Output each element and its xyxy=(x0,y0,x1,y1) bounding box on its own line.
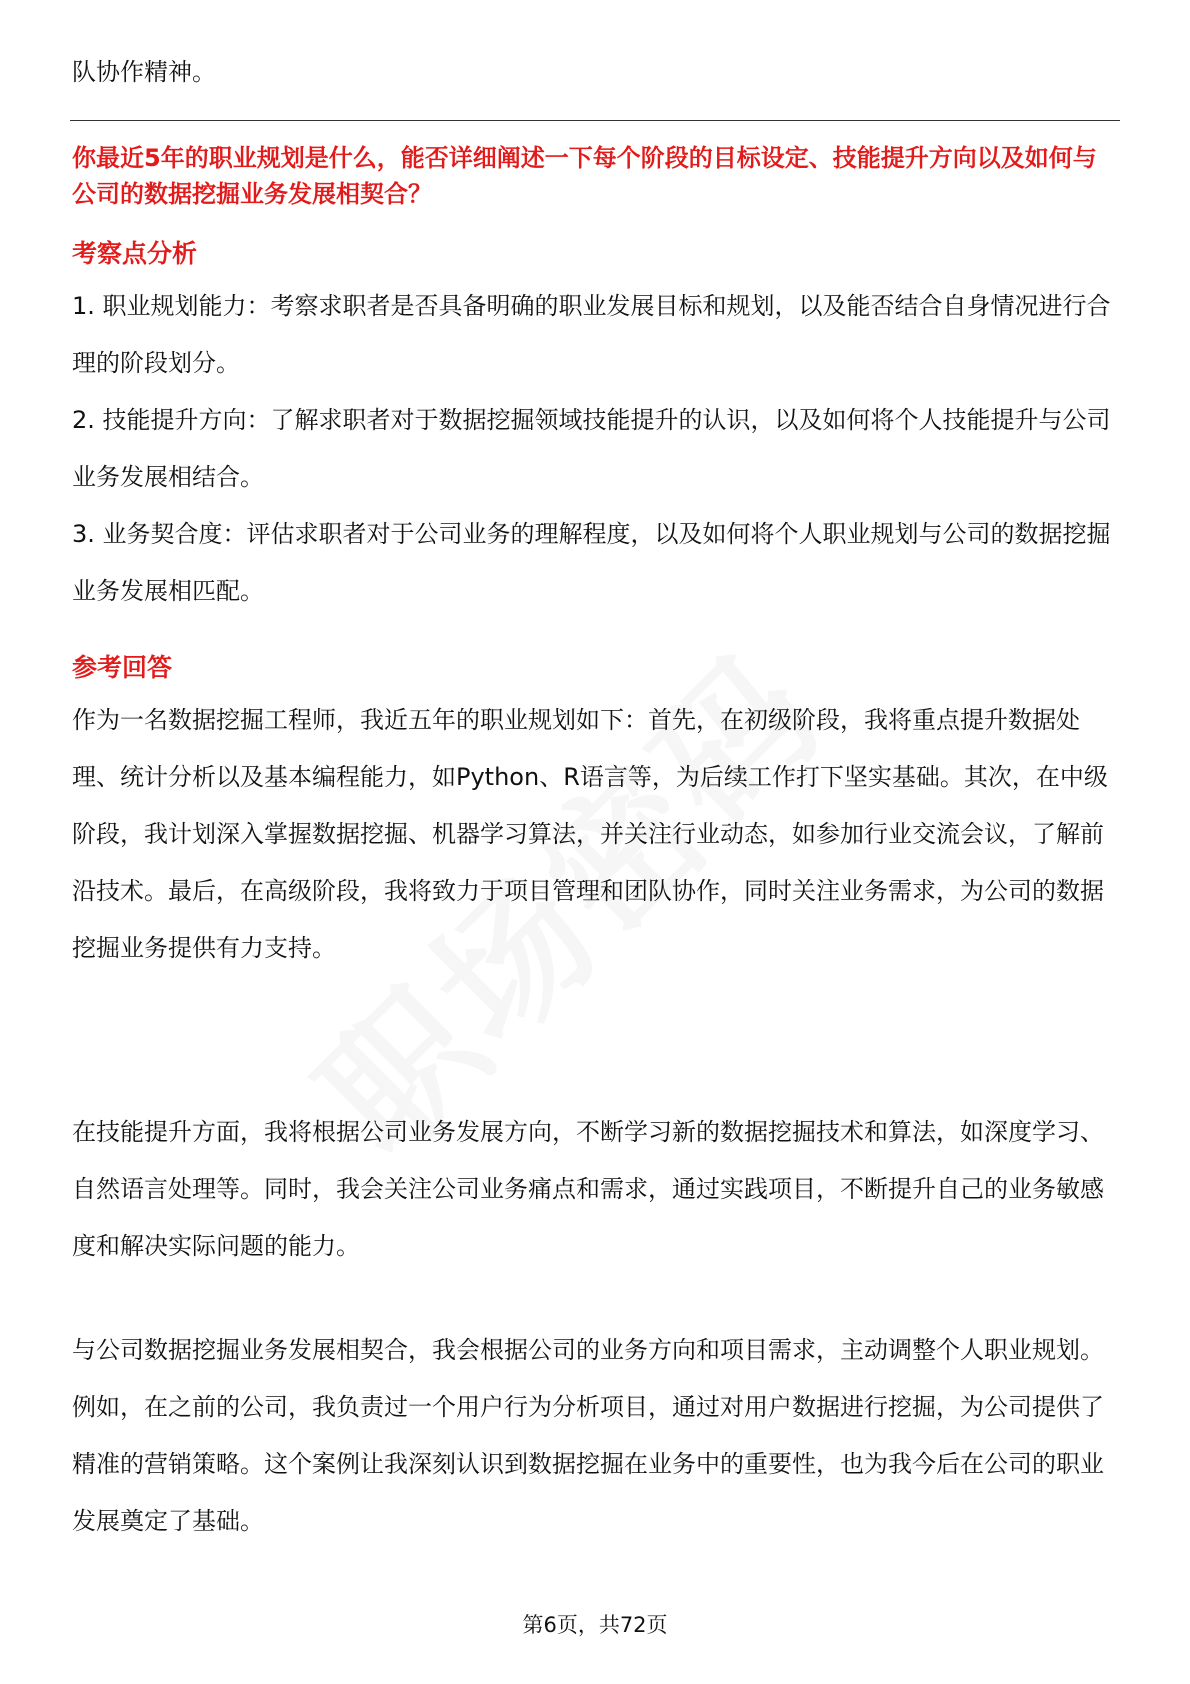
answer-heading: 参考回答 xyxy=(72,653,173,682)
answer-paragraph: 在技能提升方面，我将根据公司业务发展方向，不断学习新的数据挖掘技术和算法，如深度学习、自然语言处理等。同时，我会关注公司业务痛点和需求，通过实践项目，不断提升自己的业务敏感度和解决实际问题的能力。 xyxy=(72,1118,1104,1260)
answer-paragraph: 与公司数据挖掘业务发展相契合，我会根据公司的业务方向和项目需求，主动调整个人职业规划。例如，在之前的公司，我负责过一个用户行为分析项目，通过对用户数据进行挖掘，为公司提供了精准的营销策略。这个案例让我深刻认识到数据挖掘在业务中的重要性，也为我今后在公司的职业发展奠定了基础。 xyxy=(72,1336,1104,1535)
question-heading: 你最近5年的职业规划是什么，能否详细阐述一下每个阶段的目标设定、技能提升方向以及如何与公司的数据挖掘业务发展相契合？ xyxy=(72,144,1097,208)
analysis-list xyxy=(72,278,1118,620)
answer-paragraph: 作为一名数据挖掘工程师，我近五年的职业规划如下：首先，在初级阶段，我将重点提升数据处理、统计分析以及基本编程能力，如Python、R语言等，为后续工作打下坚实基础。其次，在中级阶段，我计划深入掌握数据挖掘、机器学习算法，并关注行业动态，如参加行业交流会议，了解前沿技术。最后，在高级阶段，我将致力于项目管理和团队协作，同时关注业务需求，为公司的数据挖掘业务提供有力支持。 xyxy=(72,706,1108,962)
analysis-item: 3. 业务契合度：评估求职者对于公司业务的理解程度，以及如何将个人职业规划与公司的数据挖掘业务发展相匹配。 xyxy=(72,520,1111,605)
section-divider xyxy=(70,120,1120,121)
page-number: 第6页，共72页 xyxy=(522,1613,668,1637)
analysis-heading: 考察点分析 xyxy=(72,239,198,268)
analysis-item: 2. 技能提升方向：了解求职者对于数据挖掘领域技能提升的认识，以及如何将个人技能提升与公司业务发展相结合。 xyxy=(72,406,1111,491)
previous-page-fragment: 队协作精神。 xyxy=(72,58,216,86)
analysis-item: 1. 职业规划能力：考察求职者是否具备明确的职业发展目标和规划，以及能否结合自身情况进行合理的阶段划分。 xyxy=(72,292,1111,377)
